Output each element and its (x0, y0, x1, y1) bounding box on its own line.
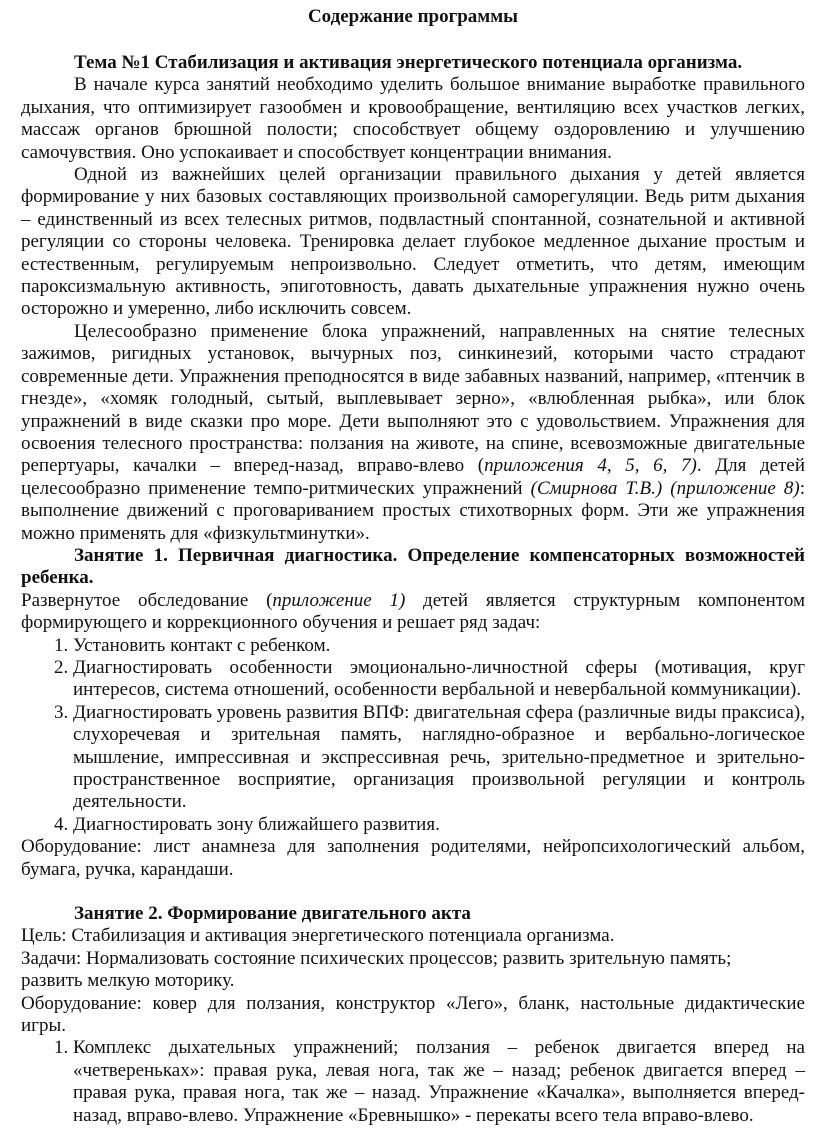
paragraph-text: детей является структурным компонентом формирующего и коррекционного обучения и решает ряд задач: (21, 589, 805, 634)
list-item: 1. Комплекс дыхательных упражнений; ползания – ребенок двигается вперед на «четвереньках»: правая рука, левая нога, так же – назад; ребенок двигается вперед – правая рука, правая нога, так же – назад. Упражнение «Качалка», выполняется вперед-назад, вправо-влево. Упражнение «Бревнышко» - перекаты всего тела вправо-влево. (73, 1037, 805, 1127)
lesson2-goal: Цель: Стабилизация и активация энергетического потенциала организма. (21, 925, 615, 947)
paragraph-text: Целесообразно применение блока упражнений, направленных на снятие телесных зажимов, ригидных установок, вычурных поз, синкинезий, которыми часто страдают современные дети. Упражнения преподносятся в виде забавных названий, например, «птенчик в гнезде», «хомяк голодный, сытый, выплевывает зерно», «влюбленная рыбка», или блок упражнений в виде сказки про море. Дети выполняют это с удовольствием. Упражнения для освоения телесного пространства: ползания на животе, на спине, всевозможные двигательные репертуары, качалки – вперед-назад, вправо-влево ( (21, 320, 805, 477)
theme-paragraph-1: В начале курса занятий необходимо уделить большое внимание выработке правильного дыхания, что оптимизирует газообмен и кровообращение, вентиляцию всех участков легких, массаж органов брюшной полости; способствует общему оздоровлению и улучшению самочувствия. Оно успокаивает и способствует концентрации внимания. (21, 74, 805, 163)
lesson2-item-list (21, 1037, 805, 1127)
list-item: 2. Диагностировать особенности эмоционально-личностной сферы (мотивация, круг интересов, система отношений, особенности вербальной и невербальной коммуникации). (73, 657, 805, 702)
paragraph-text: Задачи: Нормализовать состояние психических процессов; развить зрительную память; (21, 947, 732, 969)
list-item: 3. Диагностировать уровень развития ВПФ: двигательная сфера (различные виды праксиса), слухоречевая и зрительная память, наглядно-образное и вербально-логическое мышление, импрессивная и экспрессивная речь, зрительно-предметное и зрительно-пространственное восприятие, организация произвольной регуляции и контроль деятельности. (73, 702, 805, 814)
page-title: Содержание программы (307, 6, 519, 27)
document-page (21, 6, 805, 1127)
list-item: 4. Диагностировать зону ближайшего развития. (73, 814, 805, 836)
paragraph-text: . Для детей целесообразно применение темпо-ритмических упражнений (21, 455, 806, 499)
paragraph-text: развить мелкую моторику. (21, 970, 235, 992)
appendix-reference: приложение 1) (272, 589, 406, 611)
appendix-reference: (Смирнова Т.В.) (приложение 8) (530, 477, 800, 499)
appendix-reference: приложения 4, 5, 6, 7) (484, 455, 697, 477)
lesson2-heading: Занятие 2. Формирование двигательного акта (74, 903, 471, 925)
paragraph-text: : выполнение движений с проговариванием простых стихотворных форм. Эти же упражнения можно применять для «физкультминутки». (21, 477, 806, 544)
spacer (21, 881, 805, 903)
list-item: 1. Установить контакт с ребенком. (73, 635, 805, 657)
lesson1-equipment: Оборудование: лист анамнеза для заполнения родителями, нейропсихологический альбом, бумага, ручка, карандаши. (21, 836, 805, 880)
lesson2-equipment: Оборудование: ковер для ползания, конструктор «Лего», бланк, настольные дидактические игры. (21, 992, 805, 1037)
theme-heading: Тема №1 Стабилизация и активация энергетического потенциала организма. (74, 52, 743, 73)
lesson1-task-list (21, 635, 805, 837)
paragraph-text: Развернутое обследование ( (21, 589, 273, 611)
theme-paragraph-2: Одной из важнейших целей организации правильного дыхания у детей является формирование у них базовых составляющих произвольной саморегуляции. Ведь ритм дыхания – единственный из всех телесных ритмов, подвластный спонтанной, сознательной и активной регуляции со стороны человека. Тренировка делает глубокое медленное дыхание простым и естественным, регулируемым непроизвольно. Следует отметить, что детям, имеющим пароксизмальную активность, эпиготовность, давать дыхательные упражнения нужно очень осторожно и умеренно, либо исключить совсем. (21, 164, 805, 320)
lesson1-intro (21, 590, 805, 635)
theme-paragraph-3 (21, 321, 805, 545)
lesson2-tasks (21, 948, 805, 993)
lesson1-heading: Занятие 1. Первичная диагностика. Определение компенсаторных возможностей ребенка. (21, 544, 805, 589)
